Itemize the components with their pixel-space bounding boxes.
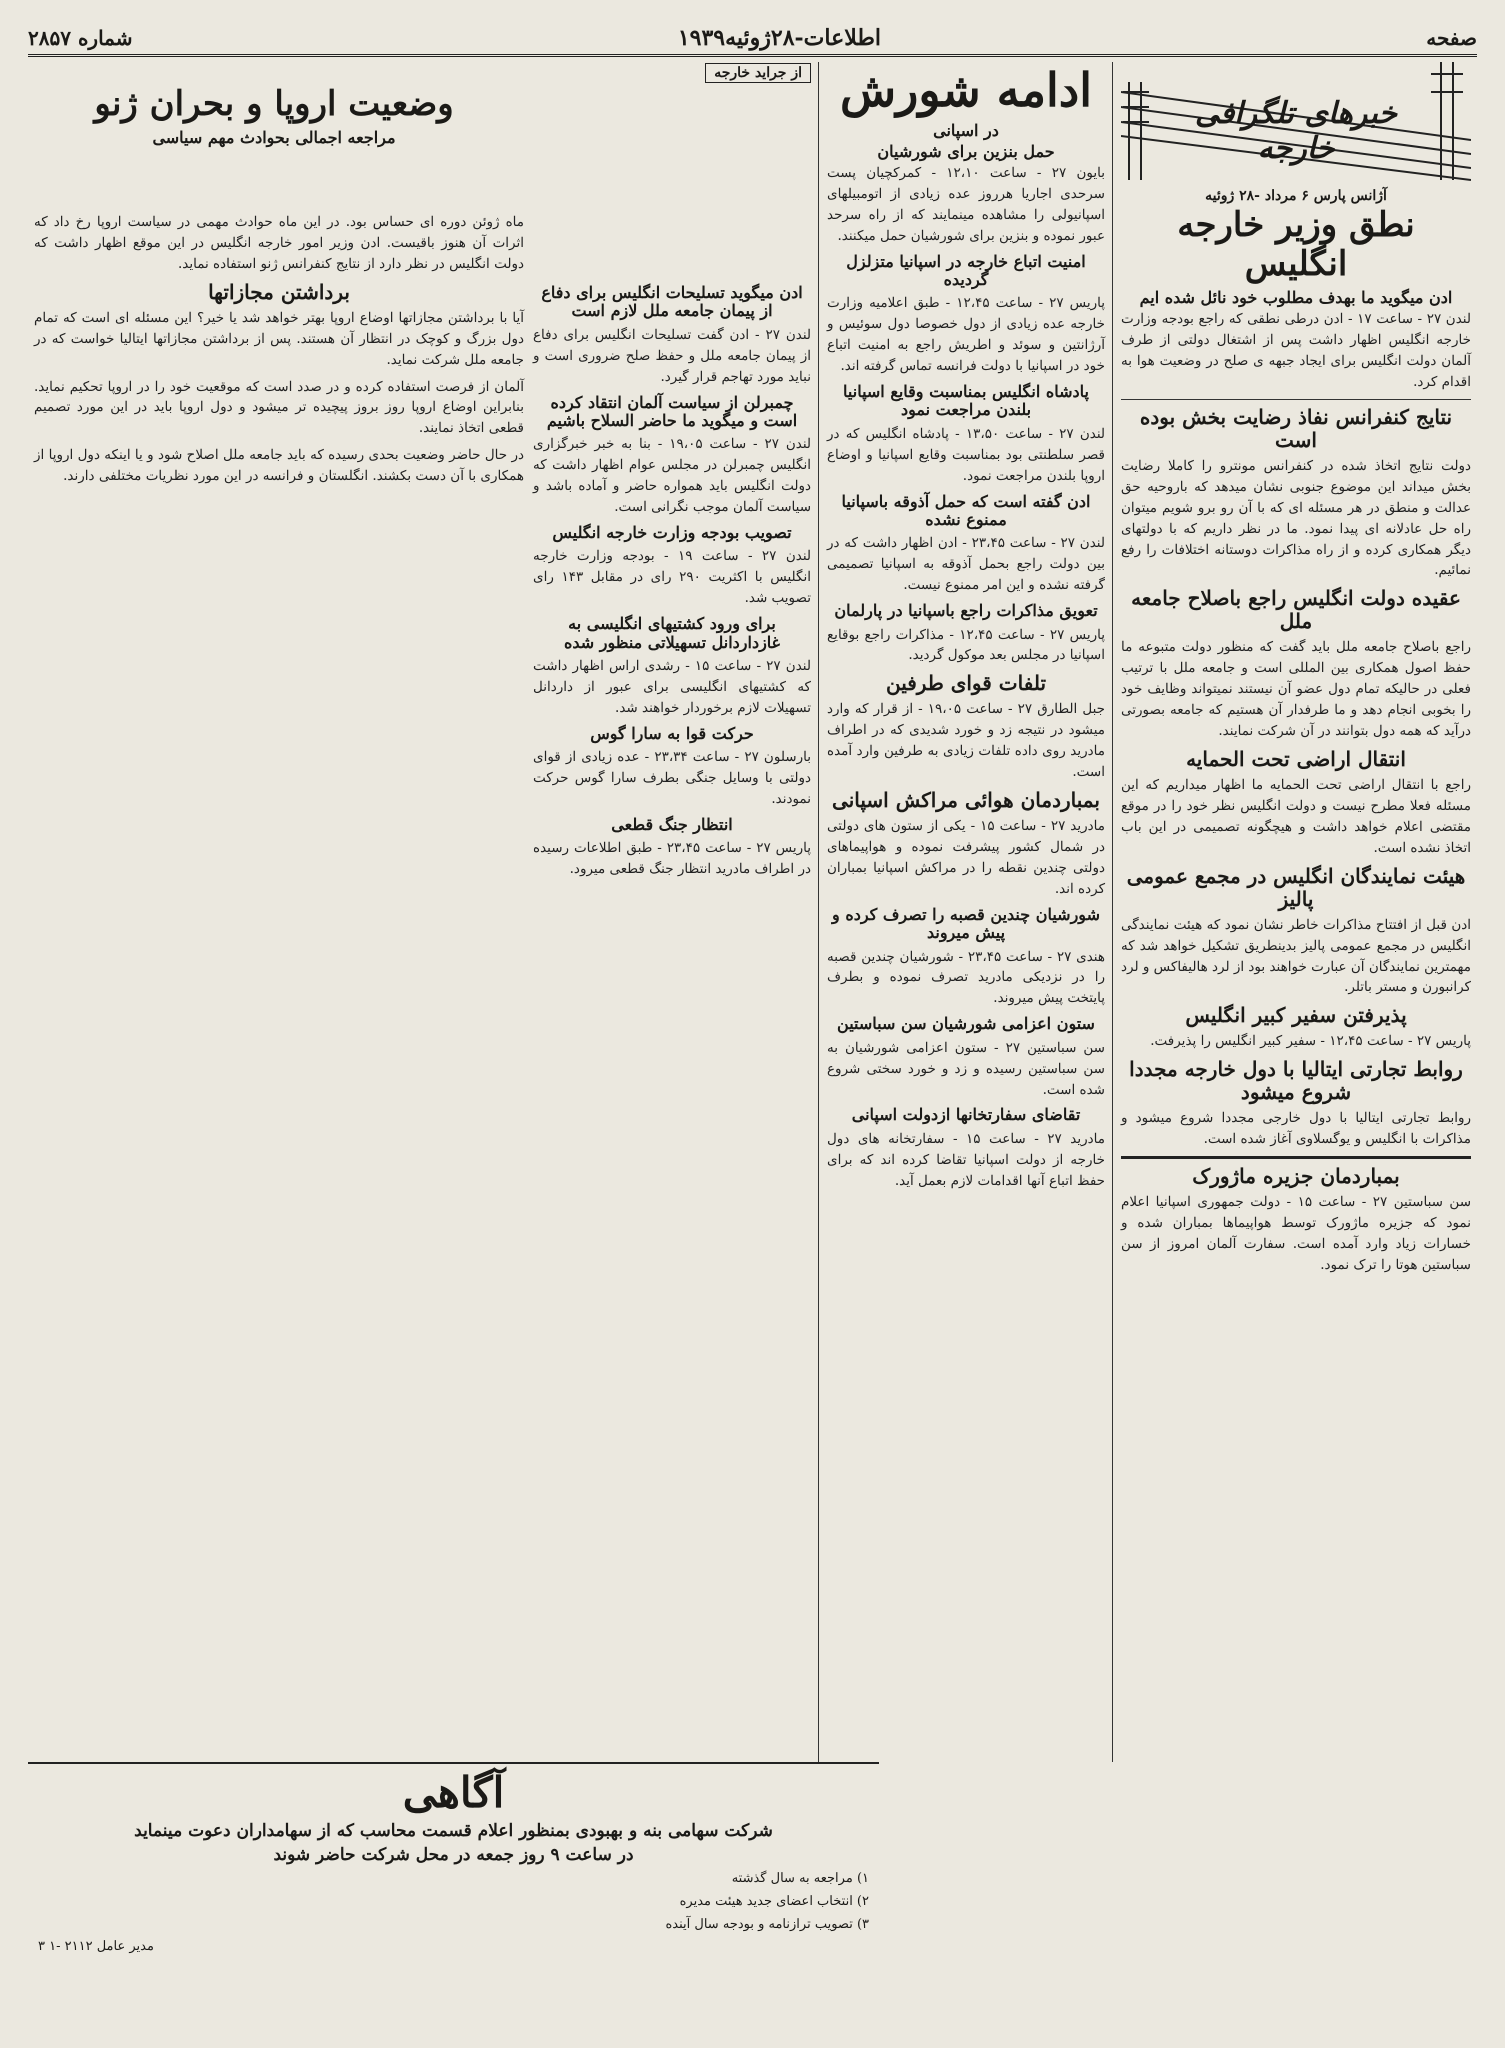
subheadline: مراجعه اجمالی بحوادث مهم سیاسی	[152, 128, 396, 148]
article-text: لندن ۲۷ - ادن گفت تسلیحات انگلیس برای دفاع از پیمان جامعه ملل و حفظ صلح ضروری است و نباید مورد تهاجم قرار گیرد.	[533, 326, 812, 385]
section-heading: بمباردمان جزیره ماژورک	[1192, 1164, 1400, 1189]
section-heading: ستون اعزامی شورشیان سن سباستین	[837, 1014, 1095, 1034]
headline-europe-geneva: وضعیت اروپا و بحران ژنو	[94, 84, 454, 124]
section-heading: انتظار جنگ قطعی	[611, 814, 733, 834]
section-heading: تصویب بودجه وزارت خارجه انگلیس	[552, 523, 792, 543]
section-heading: انتقال اراضی تحت الحمایه	[1186, 747, 1406, 772]
issue-label: شماره ۲۸۵۷	[28, 26, 133, 50]
logo-text: خبرهای تلگرافی خارجه	[1194, 96, 1398, 166]
foreign-press-body	[34, 212, 524, 493]
article-text: آیا با برداشتن مجازاتها اوضاع اروپا بهتر خواهد شد یا خیر؟ این مسئله ای است که تمام دول بزرگ و کوچک در انتظار آن هستند. پس از برداشتن مجازاتها ایتالیا خواست که در جامعه ملل شرکت نماید.	[34, 309, 524, 368]
ad-title: آگاهی	[402, 1768, 505, 1817]
article-text: دولت نتایج اتخاذ شده در کنفرانس مونترو را کاملا رضایت بخش میداند این موضوع جنوبی نشان میدهد که باروحیه حق عدالت و منطق در هر مسئله ای که با آن رو برو شویم میتوان راه حل عادلانه ای پیدا نمود. ما در نظر داریم که با دولتهای دیگر همکاری کرده و از راه مذاکرات دوستانه اختلافات را رفع نمائیم.	[1121, 457, 1471, 579]
dateline: آژانس پارس ۶ مرداد -۲۸ ژوئیه	[1205, 188, 1387, 204]
article-text: پاریس ۲۷ - ساعت ۱۲،۴۵ - مذاکرات راجع بوقایع اسپانیا در مجلس بعد موکول گردید.	[827, 626, 1106, 664]
section-heading: نتایج کنفرانس نفاذ رضایت بخش بوده است	[1139, 404, 1453, 452]
article-text: بارسلون ۲۷ - ساعت ۲۳،۳۴ - عده زیادی از قوای دولتی با وسایل جنگی بطرف سارا گوس حرکت نمودند.	[533, 749, 811, 807]
column-spain-revolt	[821, 62, 1111, 1762]
ad-line: در ساعت ۹ روز جمعه در محل شرکت حاضر شوند	[273, 1845, 634, 1865]
article-text: لندن ۲۷ - ساعت ۲۳،۴۵ - ادن اظهار داشت که در بین دولت راجع بحمل آذوقه به اسپانیا تصمیمی گرفته نشده و این امر ممنوع نیست.	[827, 535, 1105, 594]
article-text: لندن ۲۷ - ساعت ۱۳،۵۰ - پادشاه انگلیس که در قصر سلطنتی بود بمناسبت وقایع اسپانیا و اوضاع اروپا بلندن مراجعت نمود.	[827, 425, 1106, 484]
article-text: ماه ژوئن دوره ای حساس بود. در این ماه حوادث مهمی در سیاست اروپا رخ داد که اثرات آن هنوز باقیست. ادن وزیر امور خارجه انگلیس در این موقع اظهار داشت که دولت انگلیس در نظر دارد از نتایج کنفرانس ژنو استفاده نماید.	[34, 214, 524, 272]
section-label: از جراید خارجه	[705, 63, 811, 83]
bottom-section	[28, 1762, 1477, 2012]
article-text: پاریس ۲۷ - ساعت ۱۲،۴۵ - طبق اعلامیه وزارت خارجه عده زیادی از دول خصوصا دول سوئیس و آرژانتین و سوئد و اطریش راجع به امنیت اتباع خود در اسپانیا با دولت فرانسه تماس گرفته اند.	[827, 295, 1105, 375]
section-heading: امنیت اتباع خارجه در اسپانیا متزلزل گردیده	[846, 251, 1086, 289]
columns	[28, 62, 1477, 1762]
article-text: بایون ۲۷ - ساعت ۱۲،۱۰ - کمرکچیان پست سرحدی اجاریا هرروز عده زیادی از اتومبیلهای اسپانیولی را مشاهده مینمایند که از راه سرحد عبور نموده و بنزین برای شورشیان حمل میکنند.	[827, 164, 1105, 244]
article-text: لندن ۲۷ - ساعت ۱۹،۰۵ - بنا به خبر خبرگزاری انگلیس چمبرلن در مجلس عوام اظهار داشت که دولت انگلیس باید همواره حاضر و آماده باشد و سیاست آلمان موجب نگرانی است.	[533, 436, 812, 516]
advertisement	[28, 1762, 879, 2012]
article-text: راجع با انتقال اراضی تحت الحمایه ما اظهار میداریم که این مسئله فعلا مطرح نیست و دولت انگلیس نظر خود را در موقع مقتضی اعلام خواهد داشت و هیچگونه تصمیمی در این باب اتخاذ نشده است.	[1121, 777, 1471, 856]
ad-line: شرکت سهامی بنه و بهبودی بمنظور اعلام قسمت محاسب که از سهامداران دعوت مینماید	[134, 1821, 773, 1841]
article-text: هندی ۲۷ - ساعت ۲۳،۴۵ - شورشیان چندین قصبه را در نزدیکی مادرید تصرف نموده و بطرف پایتخت پیش میروند.	[827, 948, 1105, 1007]
article-text: سن سباستین ۲۷ - ساعت ۱۵ - دولت جمهوری اسپانیا اعلام نمود که جزیره ماژورک توسط هواپیماها بمباران شده و خسارات زیاد وارد آمده است. سفارت آلمان امروز از سن سباستین هوتا را ترک نمود.	[1121, 1194, 1472, 1273]
article-text: پاریس ۲۷ - ساعت ۱۲،۴۵ - سفیر کبیر انگلیس را پذیرفت.	[1150, 1033, 1471, 1050]
section-heading: ادن گفته است که حمل آذوقه باسپانیا ممنوع نشده	[841, 491, 1091, 529]
ad-item: ۳) تصویب ترازنامه و بودجه سال آینده	[665, 1916, 869, 1932]
section-heading: برای ورود کشتیهای انگلیسی به غازداردانل تسهیلاتی منظور شده	[563, 614, 781, 652]
section-heading: پادشاه انگلیس بمناسبت وقایع اسپانیا بلندن مراجعت نمود	[843, 382, 1089, 420]
section-heading: شورشیان چندین قصبه را تصرف کرده و پیش میروند	[832, 904, 1100, 943]
article-text: ادن قبل از افتتاح مذاکرات خاطر نشان نمود که هیئت نمایندگی انگلیس در مجمع عمومی پالیز بدینطریق تشکیل خواهد شد که مهمترین نمایندگان آن عبارت خواهند بود از لرد هالیفاکس و لرد کرانبورن و مستر باتلر.	[1121, 916, 1471, 996]
masthead	[28, 22, 1477, 57]
subheadline: حمل بنزین برای شورشیان	[877, 141, 1055, 161]
section-heading: پذیرفتن سفیر کبیر انگلیس	[1185, 1003, 1407, 1028]
section-heading: حرکت قوا به سارا گوس	[590, 723, 754, 743]
section-heading: برداشتن مجازاتها	[208, 279, 350, 304]
article-text: پاریس ۲۷ - ساعت ۲۳،۴۵ - طبق اطلاعات رسیده در اطراف مادرید انتظار جنگ قطعی میرود.	[533, 840, 812, 878]
newspaper-date: اطلاعات-۲۸ژوئیه۱۹۳۹	[677, 25, 881, 51]
section-heading: عقیده دولت انگلیس راجع باصلاح جامعه ملل	[1131, 586, 1461, 634]
article-text: راجع باصلاح جامعه ملل باید گفت که منظور دولت متبوعه ما حفظ اصول همکاری بین المللی است و جامعه ملل با ترتیب فعلی در حالیکه تمام دول عضو آن نیستند نمیتواند وظایف خود را بخوبی انجام دهد و ما طرفدار آن هستیم که جامعه بصورتی درآید که همه دول بتوانند در آن شرکت نمایند.	[1121, 639, 1471, 740]
subheadline: در اسپانی	[933, 120, 999, 140]
ad-item: ۲) انتخاب اعضای جدید هیئت مدیره	[679, 1893, 869, 1909]
article-text: مادرید ۲۷ - ساعت ۱۵ - یکی از ستون های دولتی در شمال کشور پیشرفت نموده و هواپیماهای دولتی چندین نقطه را در مراکش اسپانیا بمباران کرده اند.	[827, 818, 1106, 897]
page-label: صفحه	[1426, 26, 1477, 50]
column-foreign-press	[28, 62, 817, 1762]
article-text: لندن ۲۷ - ساعت ۱۵ - رشدی اراس اظهار داشت که کشتیهای انگلیسی برای عبور از داردانل تسهیلات لازم برخوردار خواهند شد.	[533, 657, 811, 716]
article-text: آلمان از فرصت استفاده کرده و در صدد است که موقعیت خود را در اروپا تحکیم نماید. بنابراین اوضاع اروپا روز بروز پیچیده تر میشود و دول اروپا باید در این مورد تصمیم قطعی اتخاذ نمایند.	[34, 378, 524, 437]
article-text: لندن ۲۷ - ساعت ۱۹ - بودجه وزارت خارجه انگلیس با اکثریت ۲۹۰ رای در مقابل ۱۴۳ رای تصویب شد.	[533, 548, 811, 607]
subheadline: ادن میگوید ما بهدف مطلوب خود نائل شده ایم	[1139, 288, 1453, 308]
section-heading: تعویق مذاکرات راجع باسپانیا در پارلمان	[834, 601, 1098, 621]
article-text: مادرید ۲۷ - ساعت ۱۵ - سفارتخانه های دول خارجه از دولت اسپانیا تقاضا کرده اند که برای حفظ اتباع آنها اقدامات لازم بعمل آید.	[827, 1130, 1106, 1189]
article-text: در حال حاضر وضعیت بحدی رسیده که باید جامعه ملل اصلاح شود و یا اینکه دول اروپا از همکاری با آن دست بکشند. انگلستان و فرانسه در این مورد نظریات مختلفی دارند.	[34, 447, 524, 485]
article-text: روابط تجارتی ایتالیا با دول خارجی مجددا شروع میشود و مذاکرات با انگلیس و یوگسلاوی آغاز شده است.	[1121, 1110, 1471, 1148]
ad-footer: مدیر عامل ۲۱۱۲ -۱ ۳	[38, 1939, 154, 1955]
article-text: جبل الطارق ۲۷ - ساعت ۱۹،۰۵ - از قرار که وارد میشود در نتیجه زد و خورد شدیدی که در اطراف مادرید روی داده تلفات زیادی به طرفین وارد آمده است.	[827, 701, 1106, 781]
section-heading: ادن میگوید تسلیحات انگلیس برای دفاع از پیمان جامعه ملل لازم است	[541, 283, 803, 321]
section-heading: هیئت نمایندگان انگلیس در مجمع عمومی پالیز	[1126, 863, 1466, 911]
section-heading: چمبرلن از سیاست آلمان انتقاد کرده است و میگوید ما حاضر السلاح باشیم	[546, 392, 798, 430]
headline-revolt: ادامه شورش	[839, 63, 1093, 117]
article-text: لندن ۲۷ - ساعت ۱۷ - ادن درطی نطقی که راجع بودجه وزارت خارجه انگلیس اظهار داشت پس از اشتغال دولتی از طرف آلمان دولت انگلیس برای ایجاد جبهه ی صلح در وضعیت هوا به اقدام کرد.	[1121, 311, 1471, 390]
headline-english-fm: نطق وزیر خارجه انگلیس	[1177, 205, 1415, 285]
foreign-telegraph-logo	[1121, 62, 1471, 182]
section-heading: تقاضای سفارتخانها ازدولت اسپانی	[851, 1105, 1081, 1125]
section-heading: روابط تجارتی ایتالیا با دول خارجه مجددا شروع میشود	[1129, 1057, 1463, 1105]
article-text: سن سباستین ۲۷ - ستون اعزامی شورشیان به سن سباستین رسیده و زد و خورد سختی شروع شده است.	[827, 1039, 1105, 1098]
section-heading: تلفات قوای طرفین	[885, 671, 1047, 696]
ad-item: ۱) مراجعه به سال گذشته	[731, 1871, 869, 1886]
column-foreign-news	[1115, 62, 1477, 1762]
section-heading: بمباردمان هوائی مراکش اسپانی	[832, 788, 1100, 813]
